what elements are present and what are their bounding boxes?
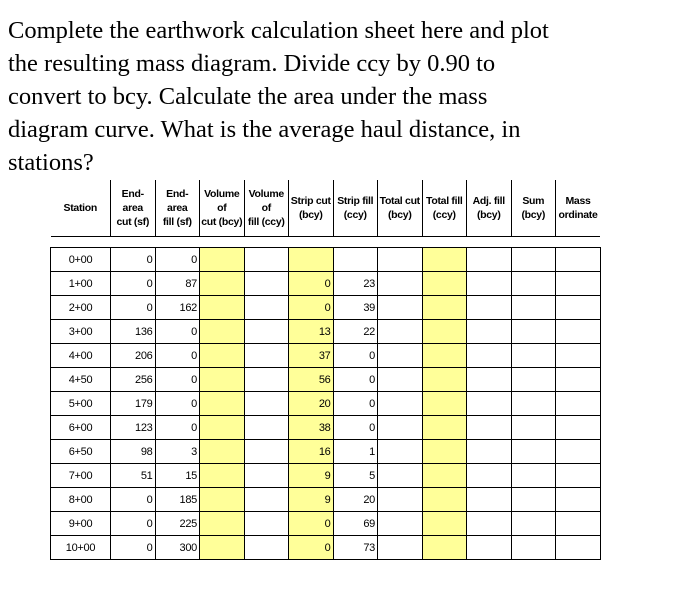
header-strip-fill-line: (ccy) (343, 209, 367, 221)
input-cell[interactable] (200, 416, 245, 440)
input-cell[interactable] (378, 488, 423, 512)
input-cell[interactable] (556, 512, 601, 536)
input-cell[interactable] (378, 464, 423, 488)
cell-cut-area: 0 (111, 248, 156, 272)
cell-fill-area: 0 (155, 392, 200, 416)
cell-strip-fill: 73 (333, 536, 378, 560)
input-cell[interactable] (200, 248, 245, 272)
cell-fill-area: 300 (155, 536, 200, 560)
input-cell[interactable] (467, 416, 512, 440)
input-cell[interactable] (511, 488, 556, 512)
input-cell[interactable] (200, 344, 245, 368)
header-strip-cut-line: Strip cut (290, 195, 331, 207)
cell-cut-area: 0 (111, 488, 156, 512)
cell-station: 10+00 (51, 536, 111, 560)
header-cut-area-line: cut (sf) (116, 216, 150, 228)
cell-cut-area: 51 (111, 464, 156, 488)
header-total-cut-line: Total cut (379, 195, 420, 207)
input-cell[interactable] (556, 464, 601, 488)
table-row (51, 512, 601, 536)
cell-fill-area: 185 (155, 488, 200, 512)
input-cell[interactable] (378, 392, 423, 416)
input-cell[interactable] (467, 464, 512, 488)
input-cell[interactable] (422, 536, 467, 560)
cell-strip-fill: 22 (333, 320, 378, 344)
table-row (51, 320, 601, 344)
cell-station: 6+00 (51, 416, 111, 440)
problem-line-5: stations? (8, 149, 94, 176)
header-fill-area-line: fill (sf) (162, 216, 192, 228)
input-cell[interactable] (244, 512, 289, 536)
header-volume-fill (244, 180, 289, 237)
input-cell[interactable] (422, 488, 467, 512)
cell-fill-area: 162 (155, 296, 200, 320)
input-cell[interactable] (467, 392, 512, 416)
header-adj-fill-line: Adj. fill (472, 195, 505, 207)
cell-fill-area: 0 (155, 368, 200, 392)
header-volume-fill-line: fill (ccy) (247, 216, 285, 228)
input-cell[interactable] (467, 536, 512, 560)
input-cell[interactable] (244, 392, 289, 416)
cell-station: 3+00 (51, 320, 111, 344)
cell-station: 2+00 (51, 296, 111, 320)
table-row (51, 536, 601, 560)
header-sum (511, 180, 556, 237)
table-row (51, 440, 601, 464)
input-cell[interactable] (244, 440, 289, 464)
input-cell[interactable] (511, 536, 556, 560)
input-cell[interactable] (511, 512, 556, 536)
input-cell[interactable] (200, 272, 245, 296)
header-total-fill (422, 180, 467, 237)
input-cell[interactable] (378, 296, 423, 320)
header-strip-fill-line: Strip fill (337, 195, 374, 207)
cell-station: 7+00 (51, 464, 111, 488)
input-cell[interactable] (511, 392, 556, 416)
input-cell[interactable] (422, 248, 467, 272)
problem-statement (8, 14, 662, 179)
header-strip-cut (289, 180, 334, 237)
cell-strip-fill: 20 (333, 488, 378, 512)
input-cell[interactable] (556, 416, 601, 440)
input-cell[interactable] (422, 416, 467, 440)
table-body (51, 248, 601, 560)
input-cell[interactable] (467, 272, 512, 296)
header-total-fill-line: (ccy) (432, 209, 456, 221)
input-cell[interactable] (467, 368, 512, 392)
cell-station: 9+00 (51, 512, 111, 536)
input-cell[interactable] (422, 512, 467, 536)
cell-station: 6+50 (51, 440, 111, 464)
input-cell[interactable] (511, 296, 556, 320)
header-mass-ordinate (556, 180, 601, 237)
input-cell[interactable] (422, 464, 467, 488)
input-cell[interactable] (378, 272, 423, 296)
input-cell[interactable] (511, 368, 556, 392)
table-header-row (51, 180, 601, 237)
input-cell[interactable] (378, 344, 423, 368)
table-row (51, 392, 601, 416)
cell-station: 4+50 (51, 368, 111, 392)
header-volume-cut (200, 180, 245, 237)
table-row (51, 464, 601, 488)
cell-strip-cut: 0 (289, 512, 334, 536)
cell-cut-area: 206 (111, 344, 156, 368)
input-cell[interactable] (467, 344, 512, 368)
input-cell[interactable] (511, 416, 556, 440)
cell-station: 0+00 (51, 248, 111, 272)
cell-fill-area: 3 (155, 440, 200, 464)
cell-fill-area: 0 (155, 248, 200, 272)
input-cell[interactable] (244, 296, 289, 320)
input-cell[interactable] (200, 320, 245, 344)
input-cell[interactable] (467, 296, 512, 320)
input-cell[interactable] (200, 512, 245, 536)
input-cell[interactable] (378, 320, 423, 344)
input-cell[interactable] (244, 464, 289, 488)
cell-strip-fill: 0 (333, 416, 378, 440)
cell-strip-fill: 23 (333, 272, 378, 296)
input-cell[interactable] (244, 344, 289, 368)
input-cell[interactable] (556, 536, 601, 560)
input-cell[interactable] (378, 248, 423, 272)
cell-station: 8+00 (51, 488, 111, 512)
cell-strip-fill: 69 (333, 512, 378, 536)
input-cell[interactable] (556, 440, 601, 464)
table-row (51, 416, 601, 440)
header-mass-ordinate-line: ordinate (558, 209, 598, 221)
input-cell[interactable] (511, 440, 556, 464)
cell-strip-fill: 5 (333, 464, 378, 488)
input-cell[interactable] (244, 272, 289, 296)
cell-strip-cut: 13 (289, 320, 334, 344)
header-cut-area-line: End-area (121, 188, 144, 214)
cell-station: 5+00 (51, 392, 111, 416)
input-cell[interactable] (378, 536, 423, 560)
input-cell[interactable] (378, 368, 423, 392)
cell-cut-area: 0 (111, 272, 156, 296)
cell-strip-fill: 39 (333, 296, 378, 320)
cell-strip-cut: 0 (289, 296, 334, 320)
cell-strip-cut: 9 (289, 464, 334, 488)
input-cell[interactable] (200, 368, 245, 392)
input-cell[interactable] (200, 464, 245, 488)
cell-strip-cut: 38 (289, 416, 334, 440)
input-cell[interactable] (556, 272, 601, 296)
header-strip-cut-line: (bcy) (298, 209, 323, 221)
input-cell[interactable] (556, 296, 601, 320)
table-row (51, 248, 601, 272)
header-strip-fill (333, 180, 378, 237)
header-total-cut (378, 180, 423, 237)
input-cell[interactable] (556, 320, 601, 344)
table-row (51, 296, 601, 320)
input-cell[interactable] (200, 488, 245, 512)
input-cell[interactable] (467, 488, 512, 512)
cell-cut-area: 136 (111, 320, 156, 344)
input-cell[interactable] (378, 512, 423, 536)
cell-fill-area: 87 (155, 272, 200, 296)
cell-strip-cut: 0 (289, 272, 334, 296)
input-cell[interactable] (422, 272, 467, 296)
table-row (51, 272, 601, 296)
cell-strip-cut: 20 (289, 392, 334, 416)
header-adj-fill-line: (bcy) (476, 209, 501, 221)
problem-line-3: convert to bcy. Calculate the area under the mass (8, 83, 488, 110)
input-cell[interactable] (467, 512, 512, 536)
input-cell[interactable] (467, 248, 512, 272)
input-cell[interactable] (511, 272, 556, 296)
header-volume-cut-line: Volume of (204, 188, 240, 214)
problem-line-1: Complete the earthwork calculation sheet here and plot (8, 17, 549, 44)
cell-cut-area: 256 (111, 368, 156, 392)
input-cell[interactable] (378, 416, 423, 440)
input-cell[interactable] (467, 440, 512, 464)
cell-station: 1+00 (51, 272, 111, 296)
header-fill-area-line: End-area (166, 188, 189, 214)
cell-strip-fill: 0 (333, 368, 378, 392)
cell-fill-area: 0 (155, 320, 200, 344)
input-cell[interactable] (556, 392, 601, 416)
input-cell[interactable] (422, 368, 467, 392)
header-cut-area (111, 180, 156, 237)
header-station (51, 180, 111, 237)
earthwork-calculation-sheet (50, 180, 601, 560)
input-cell[interactable] (422, 320, 467, 344)
cell-strip-fill (333, 248, 378, 272)
input-cell[interactable] (244, 320, 289, 344)
header-volume-cut-line: cut (bcy) (201, 216, 243, 228)
cell-strip-cut: 0 (289, 536, 334, 560)
header-station-line: Station (63, 202, 97, 214)
input-cell[interactable] (556, 488, 601, 512)
header-fill-area (155, 180, 200, 237)
cell-cut-area: 0 (111, 536, 156, 560)
cell-fill-area: 0 (155, 416, 200, 440)
input-cell[interactable] (511, 464, 556, 488)
problem-line-4: diagram curve. What is the average haul distance, in (8, 116, 521, 143)
input-cell[interactable] (467, 320, 512, 344)
input-cell[interactable] (422, 440, 467, 464)
input-cell[interactable] (244, 248, 289, 272)
input-cell[interactable] (244, 536, 289, 560)
input-cell[interactable] (422, 344, 467, 368)
input-cell[interactable] (511, 320, 556, 344)
cell-cut-area: 98 (111, 440, 156, 464)
cell-strip-fill: 1 (333, 440, 378, 464)
header-adj-fill (467, 180, 512, 237)
header-total-fill-line: Total fill (426, 195, 463, 207)
input-cell[interactable] (511, 248, 556, 272)
cell-station: 4+00 (51, 344, 111, 368)
cell-strip-fill: 0 (333, 392, 378, 416)
input-cell[interactable] (244, 488, 289, 512)
header-sum-line: Sum (bcy) (521, 195, 546, 221)
cell-strip-cut: 56 (289, 368, 334, 392)
input-cell[interactable] (422, 392, 467, 416)
cell-cut-area: 0 (111, 512, 156, 536)
input-cell[interactable] (200, 536, 245, 560)
input-cell[interactable] (244, 416, 289, 440)
input-cell[interactable] (378, 440, 423, 464)
cell-fill-area: 15 (155, 464, 200, 488)
header-total-cut-line: (bcy) (387, 209, 412, 221)
cell-strip-fill: 0 (333, 344, 378, 368)
table-row (51, 368, 601, 392)
cell-strip-cut (289, 248, 334, 272)
header-mass-ordinate-line: Mass (565, 195, 591, 207)
cell-fill-area: 0 (155, 344, 200, 368)
cell-strip-cut: 37 (289, 344, 334, 368)
problem-line-2: the resulting mass diagram. Divide ccy by 0.90 to (8, 50, 496, 77)
input-cell[interactable] (200, 392, 245, 416)
input-cell[interactable] (556, 248, 601, 272)
cell-strip-cut: 9 (289, 488, 334, 512)
input-cell[interactable] (244, 368, 289, 392)
cell-cut-area: 179 (111, 392, 156, 416)
input-cell[interactable] (422, 296, 467, 320)
cell-strip-cut: 16 (289, 440, 334, 464)
header-volume-fill-line: Volume of (248, 188, 284, 214)
cell-fill-area: 225 (155, 512, 200, 536)
input-cell[interactable] (200, 296, 245, 320)
input-cell[interactable] (511, 344, 556, 368)
input-cell[interactable] (556, 344, 601, 368)
input-cell[interactable] (200, 440, 245, 464)
cell-cut-area: 0 (111, 296, 156, 320)
cell-cut-area: 123 (111, 416, 156, 440)
table-row (51, 488, 601, 512)
input-cell[interactable] (556, 368, 601, 392)
table-row (51, 344, 601, 368)
